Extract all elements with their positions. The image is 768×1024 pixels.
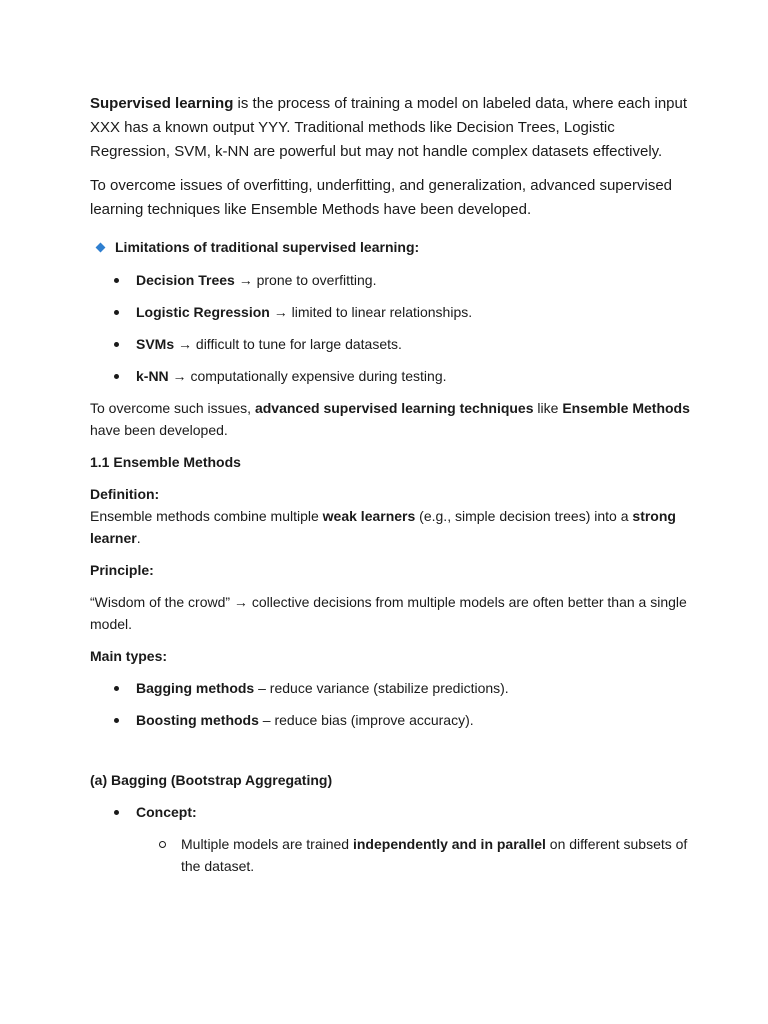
text-run: Multiple models are trained: [181, 836, 353, 852]
list-item-text: – reduce variance (stabilize predictions).: [254, 680, 509, 696]
bagging-heading: (a) Bagging (Bootstrap Aggregating): [90, 772, 333, 788]
list-item: [90, 677, 690, 699]
bold-run: weak learners: [322, 508, 416, 524]
list-item-text: – reduce bias (improve accuracy).: [258, 712, 474, 728]
list-item-text: → difficult to tune for large datasets.: [174, 336, 402, 352]
list-item-term: Logistic Regression: [136, 304, 270, 320]
definition-label: Definition:: [90, 486, 160, 502]
bold-run: independently and in parallel: [352, 836, 546, 852]
sublist-item: [90, 833, 690, 877]
bullet-icon: [114, 278, 119, 283]
principle-label: Principle:: [90, 562, 154, 578]
text-run: (e.g., simple decision trees) into a: [415, 508, 633, 524]
list-item: [90, 801, 690, 823]
list-item-text: → computationally expensive during testing.: [168, 368, 447, 384]
bullet-icon: [114, 310, 119, 315]
advanced-techniques-paragraph: [90, 397, 690, 441]
intro-paragraph-text: is the process of training a model on labeled data, where each input XXX has a known output YYY. Traditional methods like Decision Trees, Logistic Regression, SVM, k-NN are powerful but may not handle complex datasets effectively.: [90, 95, 688, 160]
text-run: .: [136, 530, 141, 546]
main-types-list: [90, 677, 690, 731]
list-item-text: → prone to overfitting.: [234, 272, 377, 288]
bullet-icon: [114, 686, 119, 691]
text-run: Ensemble methods combine multiple: [90, 508, 323, 524]
definition-text: [90, 505, 690, 549]
bold-run: Ensemble Methods: [562, 400, 690, 416]
text-run: To overcome such issues,: [90, 400, 255, 416]
list-item-term: k-NN: [136, 368, 169, 384]
list-item: [90, 333, 690, 355]
list-item: [90, 301, 690, 323]
list-item-term: SVMs: [136, 336, 175, 352]
list-item-term: Boosting methods: [136, 712, 259, 728]
concept-label: Concept:: [136, 804, 197, 820]
text-run: have been developed.: [90, 422, 228, 438]
bullet-icon: [114, 342, 119, 347]
principle-text: “Wisdom of the crowd” → collective decisions from multiple models are often better than a single model.: [90, 594, 687, 632]
list-item: [90, 365, 690, 387]
list-item-text: → limited to linear relationships.: [269, 304, 473, 320]
list-item: [90, 709, 690, 731]
list-item-term: Decision Trees: [136, 272, 235, 288]
list-item: [90, 269, 690, 291]
bold-run: strong learner: [90, 508, 676, 546]
text-run: like: [533, 400, 563, 416]
text-run: on different subsets of the dataset.: [181, 836, 688, 874]
document-page: [90, 92, 690, 877]
diamond-bullet-icon: [96, 242, 106, 252]
limitations-list: [90, 269, 690, 387]
supervised-learning-term: Supervised learning: [90, 95, 234, 112]
intro-paragraph: [90, 92, 690, 164]
bullet-icon: [114, 810, 119, 815]
main-types-label: Main types:: [90, 648, 168, 664]
hollow-bullet-icon: [159, 841, 166, 848]
limitations-heading-row: [97, 236, 690, 258]
bold-run: advanced supervised learning techniques: [254, 400, 534, 416]
overcome-issues-paragraph: To overcome issues of overfitting, underfitting, and generalization, advanced supervised learning techniques like Ensemble Methods have been developed.: [90, 177, 673, 218]
bullet-icon: [114, 718, 119, 723]
ensemble-methods-heading: 1.1 Ensemble Methods: [90, 454, 241, 470]
bagging-list: [90, 801, 690, 823]
limitations-heading: Limitations of traditional supervised learning:: [115, 239, 420, 255]
list-item-term: Bagging methods: [136, 680, 255, 696]
concept-sublist: [90, 833, 690, 877]
bullet-icon: [114, 374, 119, 379]
